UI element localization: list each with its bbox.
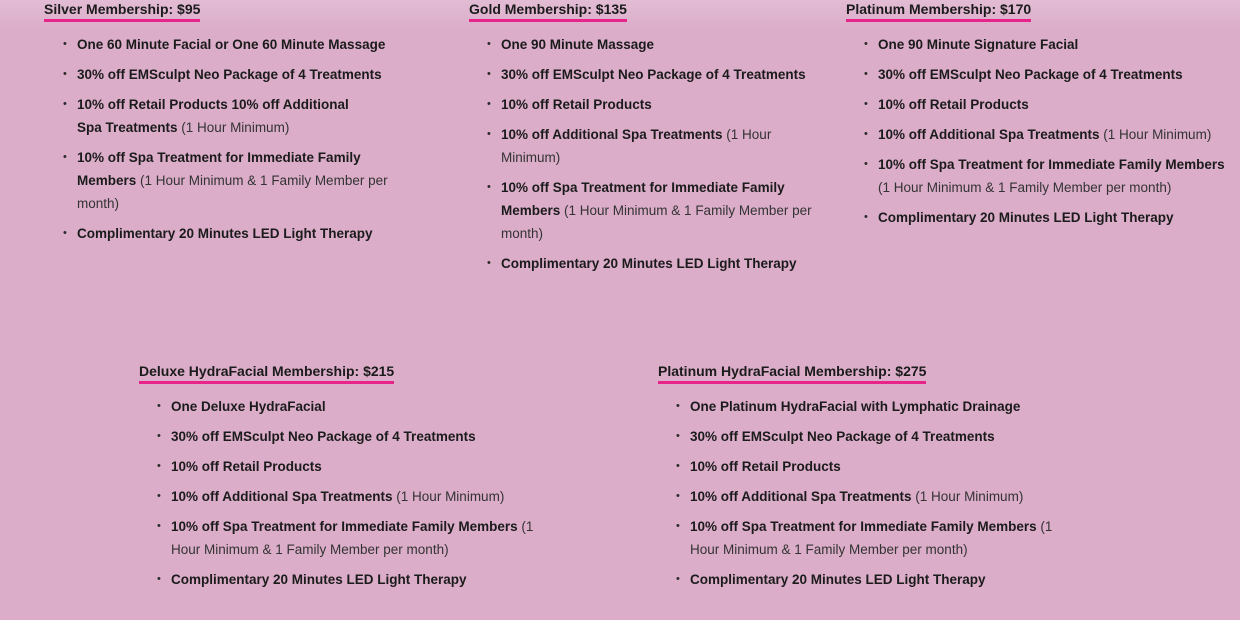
benefit-text: 30% off EMSculpt Neo Package of 4 Treatments bbox=[77, 67, 382, 82]
benefit-text: Complimentary 20 Minutes LED Light Therapy bbox=[501, 256, 797, 271]
list-item bbox=[77, 33, 417, 56]
list-item bbox=[878, 33, 1233, 56]
benefit-text: 10% off Additional Spa Treatments bbox=[690, 489, 912, 504]
benefit-text: Complimentary 20 Minutes LED Light Therapy bbox=[77, 226, 373, 241]
list-item bbox=[878, 93, 1233, 116]
benefit-text: 10% off Additional Spa Treatments bbox=[171, 489, 393, 504]
list-item bbox=[77, 222, 417, 245]
benefit-note: (1 Hour Minimum) bbox=[392, 489, 505, 504]
benefit-note: (1 Hour Minimum & 1 Family Member per month) bbox=[690, 519, 1053, 557]
benefit-text: One 60 Minute Facial or One 60 Minute Massage bbox=[77, 37, 386, 52]
list-item bbox=[501, 123, 786, 169]
benefit-text: 10% off Retail Products bbox=[171, 459, 322, 474]
list-item bbox=[690, 455, 1070, 478]
list-item bbox=[501, 63, 831, 86]
benefit-text: 10% off Spa Treatment for Immediate Family Members bbox=[878, 157, 1225, 172]
list-item bbox=[501, 252, 831, 275]
list-item bbox=[690, 568, 1070, 591]
benefit-text: Complimentary 20 Minutes LED Light Therapy bbox=[690, 572, 986, 587]
list-item bbox=[171, 485, 546, 508]
benefit-note: (1 Hour Minimum & 1 Family Member per month) bbox=[878, 180, 1172, 195]
benefit-list bbox=[77, 33, 417, 245]
benefit-text: One Deluxe HydraFacial bbox=[171, 399, 326, 414]
list-item bbox=[77, 63, 417, 86]
benefit-list bbox=[171, 395, 546, 591]
list-item bbox=[690, 425, 1070, 448]
plan-title: Deluxe HydraFacial Membership: $215 bbox=[139, 362, 394, 384]
benefit-text: 30% off EMSculpt Neo Package of 4 Treatments bbox=[690, 429, 995, 444]
benefit-text: One Platinum HydraFacial with Lymphatic Drainage bbox=[690, 399, 1021, 414]
list-item bbox=[690, 485, 1070, 508]
benefit-text: 10% off Retail Products bbox=[690, 459, 841, 474]
benefit-text: 10% off Retail Products bbox=[878, 97, 1029, 112]
benefit-text: 10% off Retail Products 10% off Additional Spa Treatments bbox=[77, 97, 349, 135]
benefit-text: 10% off Spa Treatment for Immediate Family Members bbox=[690, 519, 1037, 534]
benefit-text: One 90 Minute Massage bbox=[501, 37, 655, 52]
benefit-text: 30% off EMSculpt Neo Package of 4 Treatments bbox=[171, 429, 476, 444]
list-item bbox=[171, 515, 546, 561]
benefit-text: One 90 Minute Signature Facial bbox=[878, 37, 1079, 52]
benefit-text: 10% off Spa Treatment for Immediate Family Members bbox=[501, 180, 785, 218]
benefit-list bbox=[501, 33, 831, 275]
benefit-list bbox=[690, 395, 1070, 591]
benefit-note: (1 Hour Minimum) bbox=[177, 120, 290, 135]
list-item bbox=[171, 568, 546, 591]
benefit-text: 10% off Additional Spa Treatments bbox=[878, 127, 1100, 142]
benefit-text: 30% off EMSculpt Neo Package of 4 Treatments bbox=[878, 67, 1183, 82]
plan-title: Platinum Membership: $170 bbox=[846, 0, 1031, 22]
benefit-note: (1 Hour Minimum) bbox=[1099, 127, 1212, 142]
list-item bbox=[690, 515, 1070, 561]
list-item bbox=[501, 33, 831, 56]
list-item bbox=[171, 455, 546, 478]
list-item bbox=[171, 395, 546, 418]
benefit-note: (1 Hour Minimum & 1 Family Member per month) bbox=[77, 173, 388, 211]
benefit-text: 30% off EMSculpt Neo Package of 4 Treatments bbox=[501, 67, 806, 82]
benefit-note: (1 Hour Minimum & 1 Family Member per month) bbox=[501, 203, 812, 241]
list-item bbox=[878, 153, 1233, 199]
list-item bbox=[878, 123, 1233, 146]
list-item bbox=[501, 176, 826, 245]
benefit-note: (1 Hour Minimum) bbox=[911, 489, 1024, 504]
list-item bbox=[878, 63, 1233, 86]
plan-title: Silver Membership: $95 bbox=[44, 0, 200, 22]
plan-title: Gold Membership: $135 bbox=[469, 0, 627, 22]
benefit-list bbox=[878, 33, 1233, 229]
list-item bbox=[77, 93, 377, 139]
plan-title: Platinum HydraFacial Membership: $275 bbox=[658, 362, 926, 384]
benefit-text: Complimentary 20 Minutes LED Light Therapy bbox=[878, 210, 1174, 225]
benefit-text: 10% off Retail Products bbox=[501, 97, 652, 112]
list-item bbox=[77, 146, 407, 215]
benefit-text: 10% off Spa Treatment for Immediate Family Members bbox=[171, 519, 518, 534]
list-item bbox=[878, 206, 1233, 229]
list-item bbox=[171, 425, 546, 448]
list-item bbox=[690, 395, 1070, 418]
benefit-text: 10% off Additional Spa Treatments bbox=[501, 127, 723, 142]
benefit-note: (1 Hour Minimum & 1 Family Member per month) bbox=[171, 519, 534, 557]
list-item bbox=[501, 93, 831, 116]
benefit-text: Complimentary 20 Minutes LED Light Therapy bbox=[171, 572, 467, 587]
benefit-note: (1 Hour Minimum) bbox=[501, 127, 772, 165]
benefit-text: 10% off Spa Treatment for Immediate Family Members bbox=[77, 150, 361, 188]
